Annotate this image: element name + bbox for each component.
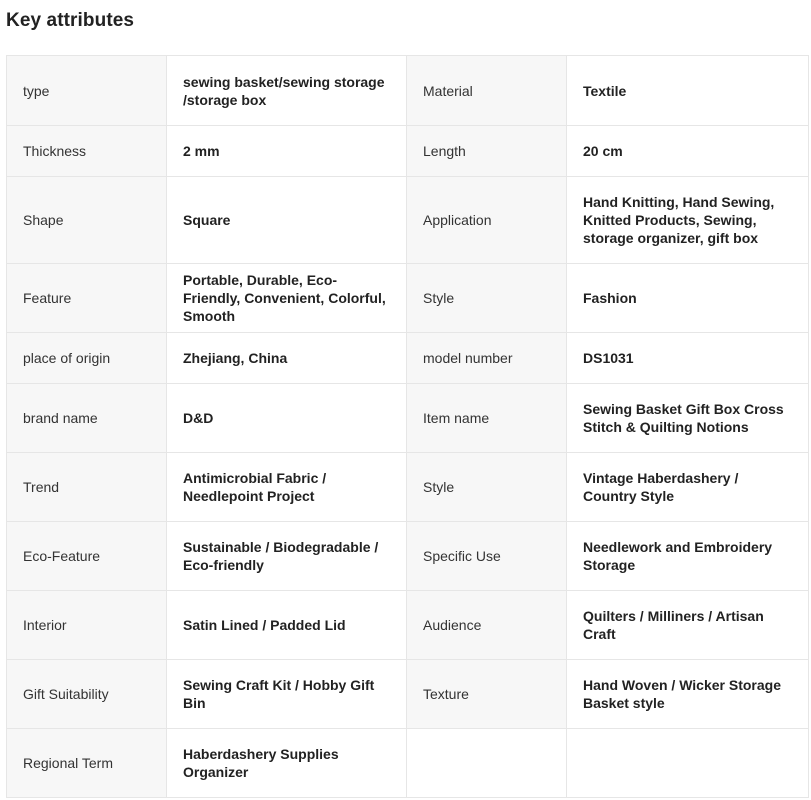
attributes-table: [6, 55, 809, 798]
attribute-label: Application: [407, 177, 567, 264]
attribute-label: Item name: [407, 384, 567, 453]
table-row: [7, 591, 809, 660]
attribute-label: Audience: [407, 591, 567, 660]
attribute-label: Texture: [407, 660, 567, 729]
attribute-label: Thickness: [7, 126, 167, 177]
table-row: [7, 729, 809, 798]
attribute-value: Square: [167, 177, 407, 264]
table-row: [7, 333, 809, 384]
attribute-label: Specific Use: [407, 522, 567, 591]
attribute-value: 2 mm: [167, 126, 407, 177]
attribute-label: place of origin: [7, 333, 167, 384]
table-row: [7, 177, 809, 264]
attribute-label: Feature: [7, 264, 167, 333]
attribute-value: 20 cm: [567, 126, 809, 177]
attribute-value: Sewing Craft Kit / Hobby Gift Bin: [167, 660, 407, 729]
attribute-label: Shape: [7, 177, 167, 264]
attribute-label: model number: [407, 333, 567, 384]
table-row: [7, 384, 809, 453]
attribute-label: type: [7, 56, 167, 126]
attribute-label: Length: [407, 126, 567, 177]
attribute-value: Fashion: [567, 264, 809, 333]
attribute-value: Hand Woven / Wicker Storage Basket style: [567, 660, 809, 729]
table-row: [7, 660, 809, 729]
attribute-label: Trend: [7, 453, 167, 522]
table-row: [7, 126, 809, 177]
attribute-value: Antimicrobial Fabric / Needlepoint Project: [167, 453, 407, 522]
attribute-value: DS1031: [567, 333, 809, 384]
section-title: Key attributes: [6, 10, 135, 31]
attribute-value: Haberdashery Supplies Organizer: [167, 729, 407, 798]
attribute-value: Zhejiang, China: [167, 333, 407, 384]
attribute-value: D&D: [167, 384, 407, 453]
attribute-value: Sewing Basket Gift Box Cross Stitch & Quilting Notions: [567, 384, 809, 453]
attribute-value: Portable, Durable, Eco-Friendly, Convenient, Colorful, Smooth: [167, 264, 407, 333]
attribute-value: Textile: [567, 56, 809, 126]
attribute-label: Material: [407, 56, 567, 126]
empty-cell: [567, 729, 809, 798]
attribute-label: Gift Suitability: [7, 660, 167, 729]
attribute-label: Interior: [7, 591, 167, 660]
empty-cell: [407, 729, 567, 798]
attribute-label: Eco-Feature: [7, 522, 167, 591]
table-row: [7, 453, 809, 522]
attribute-label: brand name: [7, 384, 167, 453]
attribute-value: Quilters / Milliners / Artisan Craft: [567, 591, 809, 660]
attribute-label: Style: [407, 264, 567, 333]
attribute-value: Satin Lined / Padded Lid: [167, 591, 407, 660]
table-row: [7, 264, 809, 333]
attribute-value: Hand Knitting, Hand Sewing, Knitted Products, Sewing, storage organizer, gift box: [567, 177, 809, 264]
table-row: [7, 56, 809, 126]
attribute-value: Needlework and Embroidery Storage: [567, 522, 809, 591]
attribute-label: Style: [407, 453, 567, 522]
attribute-value: Vintage Haberdashery / Country Style: [567, 453, 809, 522]
attribute-value: sewing basket/sewing storage /storage box: [167, 56, 407, 126]
attribute-label: Regional Term: [7, 729, 167, 798]
attribute-value: Sustainable / Biodegradable / Eco-friendly: [167, 522, 407, 591]
table-row: [7, 522, 809, 591]
